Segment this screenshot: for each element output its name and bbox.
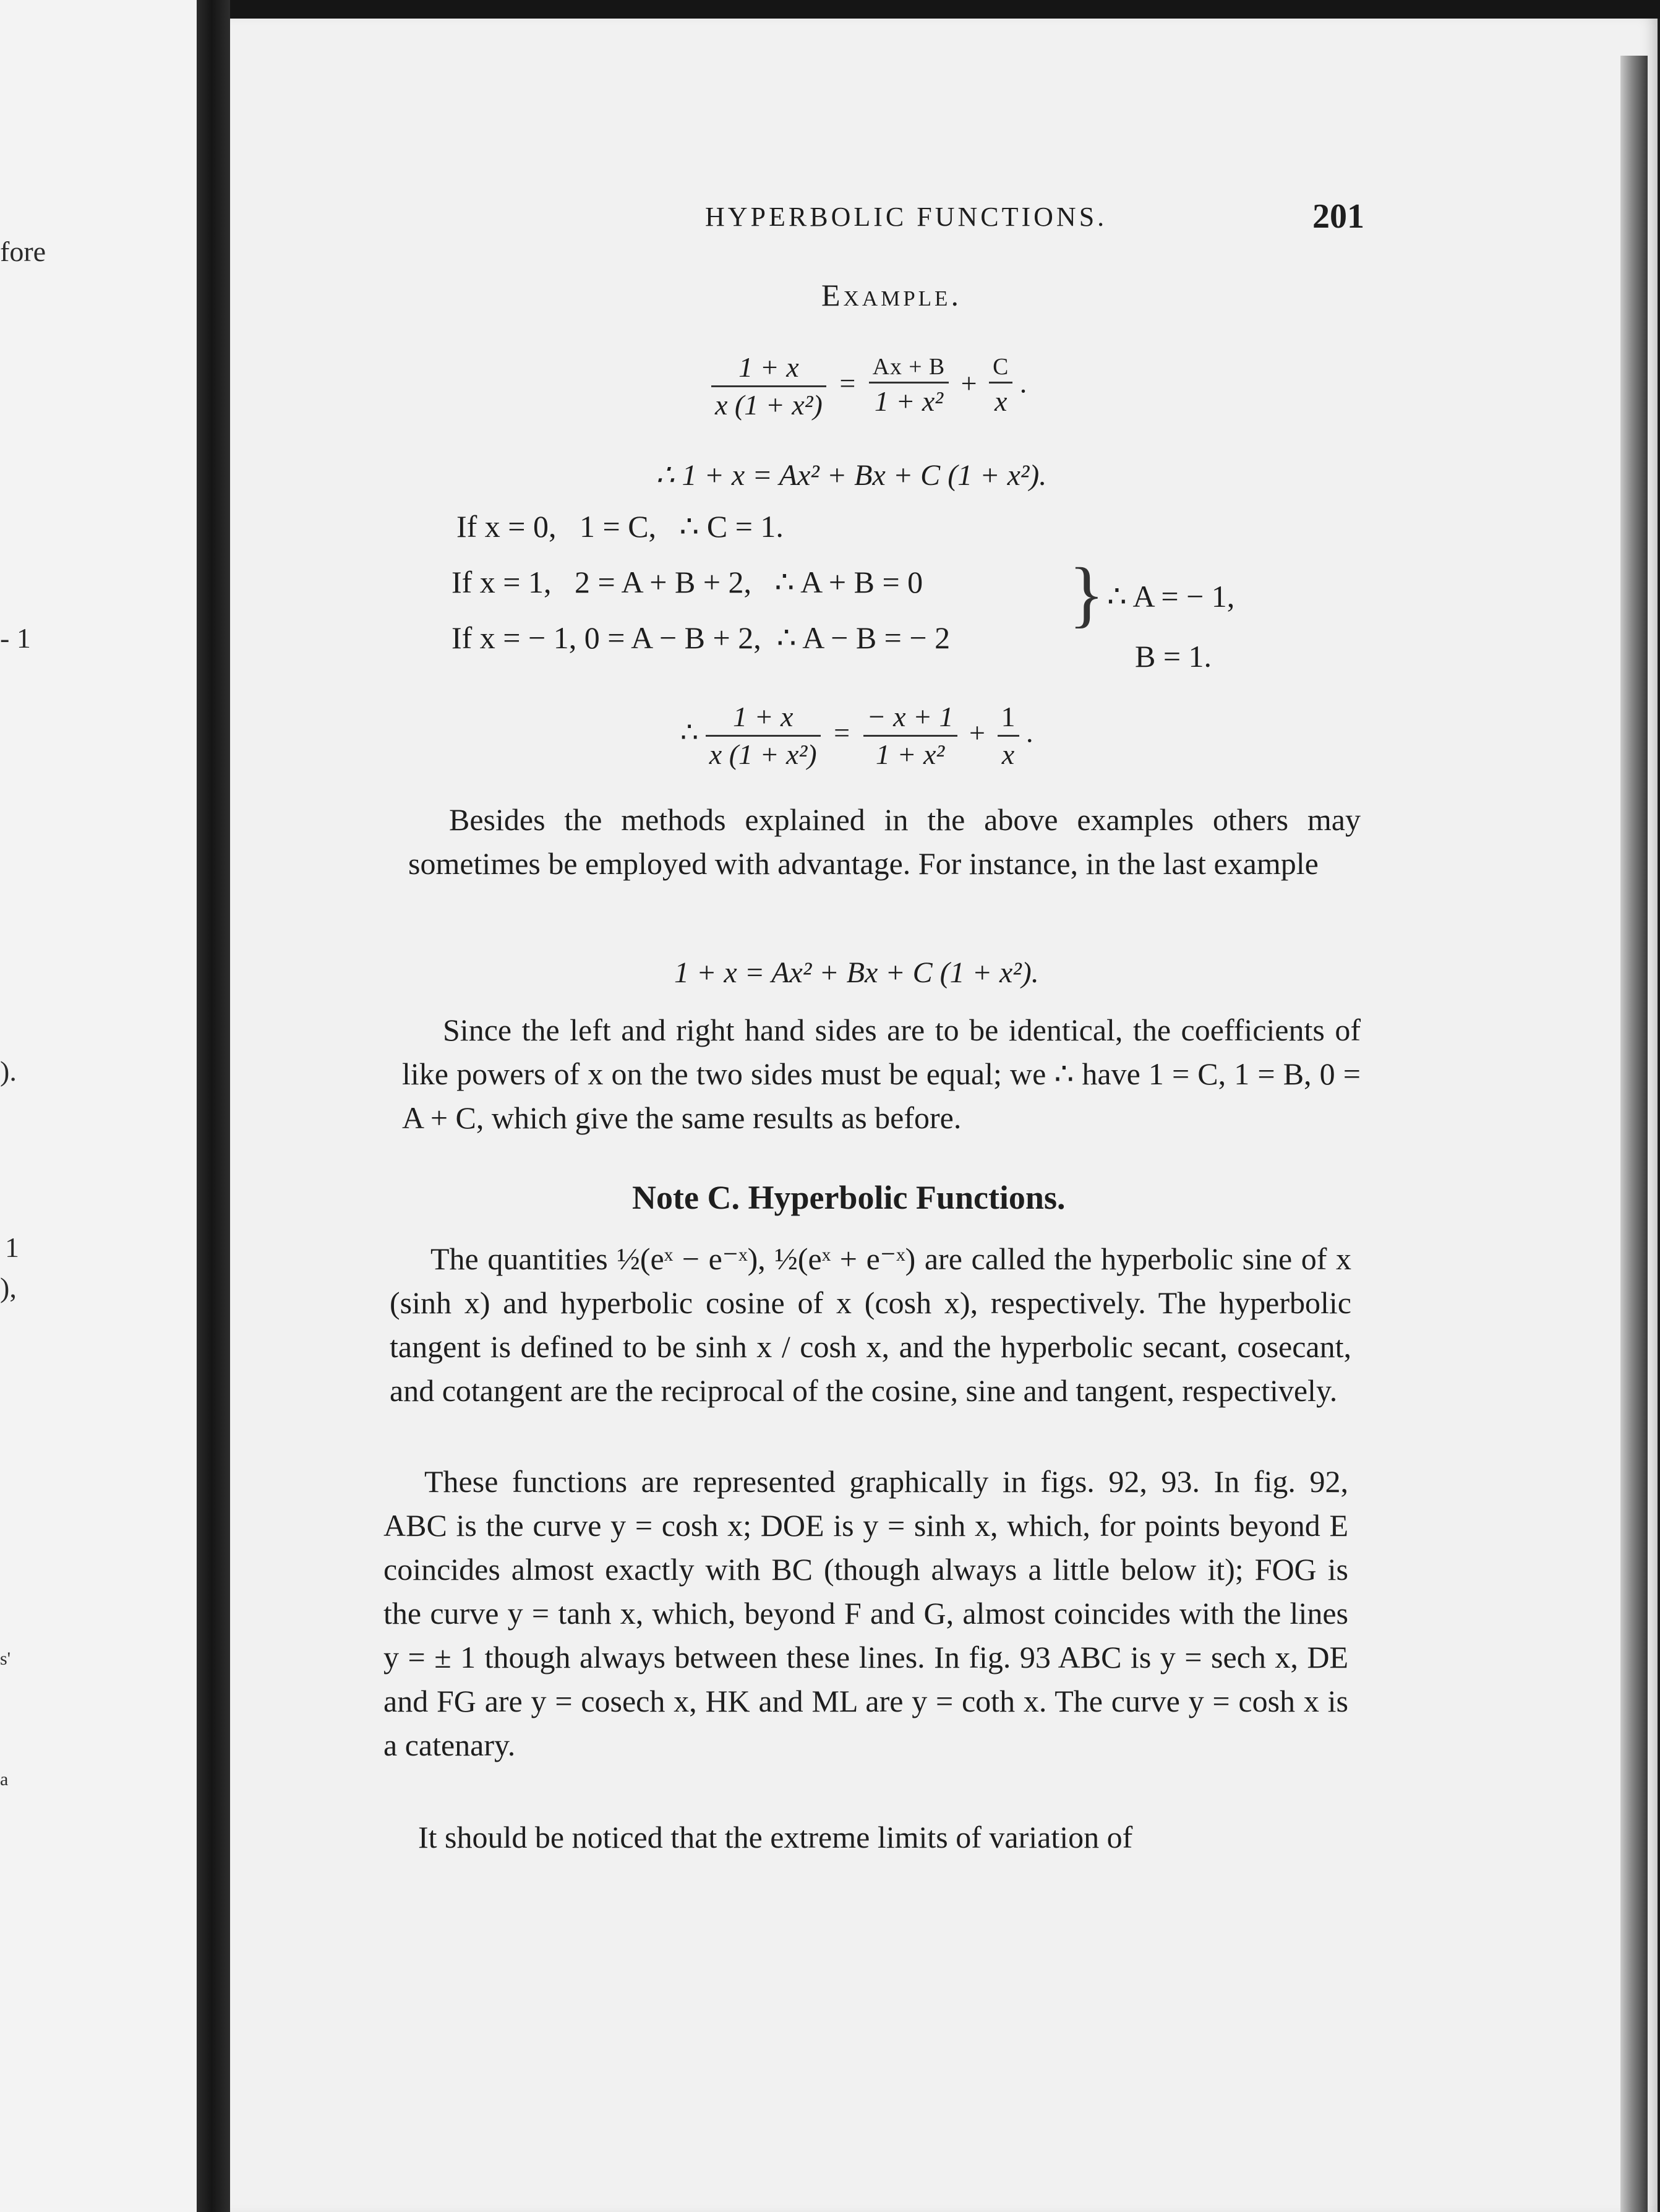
left-fragment: 1 — [5, 1232, 19, 1263]
book-spine — [197, 0, 230, 2212]
example-heading: Example. — [821, 278, 962, 312]
note-heading: Note C. Hyperbolic Functions. — [632, 1179, 1066, 1216]
numerator: 1 — [998, 699, 1019, 737]
equation-partial-fractions: $\frac{1 + x}{\text{x (1 + x²)}}$ = $\frac{Ax + B}{\text{1 + x²}}$ + $\frac{C}{x}$ . — [711, 349, 1027, 422]
page-edge-shadow — [1620, 56, 1648, 2212]
top-edge — [230, 0, 1660, 19]
case-x-one: If x = 1, 2 = A + B + 2, ∴ A + B = 0 — [451, 565, 923, 599]
fraction — [998, 699, 1019, 772]
numerator: − x + 1 — [863, 699, 957, 737]
denominator: x — [994, 385, 1008, 418]
denominator: x (1 + x²) — [709, 738, 817, 770]
paragraph-besides: Besides the methods explained in the above examples others may sometimes be employed with advantage. For instance, in the last example — [408, 802, 1361, 881]
numerator: 1 + x — [706, 699, 821, 737]
fraction — [706, 699, 821, 772]
paragraph-limits: It should be noticed that the extreme limits of variation of — [418, 1820, 1133, 1854]
numerator: 1 + x — [711, 349, 826, 387]
case-x-minus-one: If x = − 1, 0 = A − B + 2, ∴ A − B = − 2 — [451, 620, 951, 655]
paragraph-functions-graphs: These functions are represented graphically in figs. 92, 93. In fig. 92, ABC is the curve y = cosh x; DOE is y = sinh x, which, for points beyond E coincides almost exactly with BC (though always a little below it); FOG is the curve y = tanh x, which, beyond F and G, almost coincides with the lines y = ± 1 though always between these lines. In fig. 93 ABC is y = sech x, DE and FG are y = cosech x, HK and ML are y = coth x. The curve y = cosh x is a catenary. — [383, 1464, 1348, 1762]
paragraph-quantities: The quantities ½(eˣ − e⁻ˣ), ½(eˣ + e⁻ˣ) are called the hyperbolic sine of x (sinh x) and hyperbolic cosine of x (cosh x), respectively. The hyperbolic tangent is defined to be sinh x / cosh x, and the hyperbolic secant, cosecant, and cotangent are the reciprocal of the cosine, sine and tangent, respectively. — [390, 1241, 1351, 1408]
fraction — [869, 353, 949, 419]
result-b: B = 1. — [1135, 639, 1212, 674]
left-page-margin — [0, 0, 197, 2212]
left-fragment: fore — [0, 236, 46, 267]
left-fragment: s' — [0, 1648, 11, 1669]
equation-identity: ∴ 1 + x = Ax² + Bx + C (1 + x²). — [656, 459, 1047, 492]
denominator: x — [1001, 738, 1015, 770]
equation-identity-repeat: 1 + x = Ax² + Bx + C (1 + x²). — [674, 956, 1039, 989]
right-brace: } — [1069, 552, 1105, 635]
equation-result: ∴ $\frac{1 + x}{\text{x (1 + x²)}}$ = $\frac{- x + 1}{\text{1 + x²}}$ + $\frac{1}{x}$ . — [680, 699, 1033, 772]
case-x-zero: If x = 0, 1 = C, ∴ C = 1. — [456, 509, 784, 544]
result-a: ∴ A = − 1, — [1107, 579, 1235, 614]
numerator: Ax + B — [869, 353, 949, 384]
numerator: C — [989, 353, 1012, 384]
left-fragment: a — [0, 1769, 9, 1790]
denominator: 1 + x² — [874, 385, 944, 418]
fraction — [711, 349, 826, 422]
left-fragment: ). — [0, 1055, 17, 1087]
page-number: 201 — [1312, 197, 1364, 236]
fraction — [863, 699, 957, 772]
running-head: HYPERBOLIC FUNCTIONS. — [705, 202, 1108, 232]
left-fragment: ), — [0, 1272, 17, 1303]
fraction — [989, 353, 1012, 419]
denominator: 1 + x² — [875, 738, 945, 770]
denominator: x (1 + x²) — [715, 388, 823, 421]
left-fragment: - 1 — [0, 622, 31, 654]
paragraph-since: Since the left and right hand sides are to be identical, the coefficients of like powers of x on the two sides must be equal; we ∴ have 1 = C, 1 = B, 0 = A + C, which give the same results as before. — [402, 1013, 1361, 1135]
